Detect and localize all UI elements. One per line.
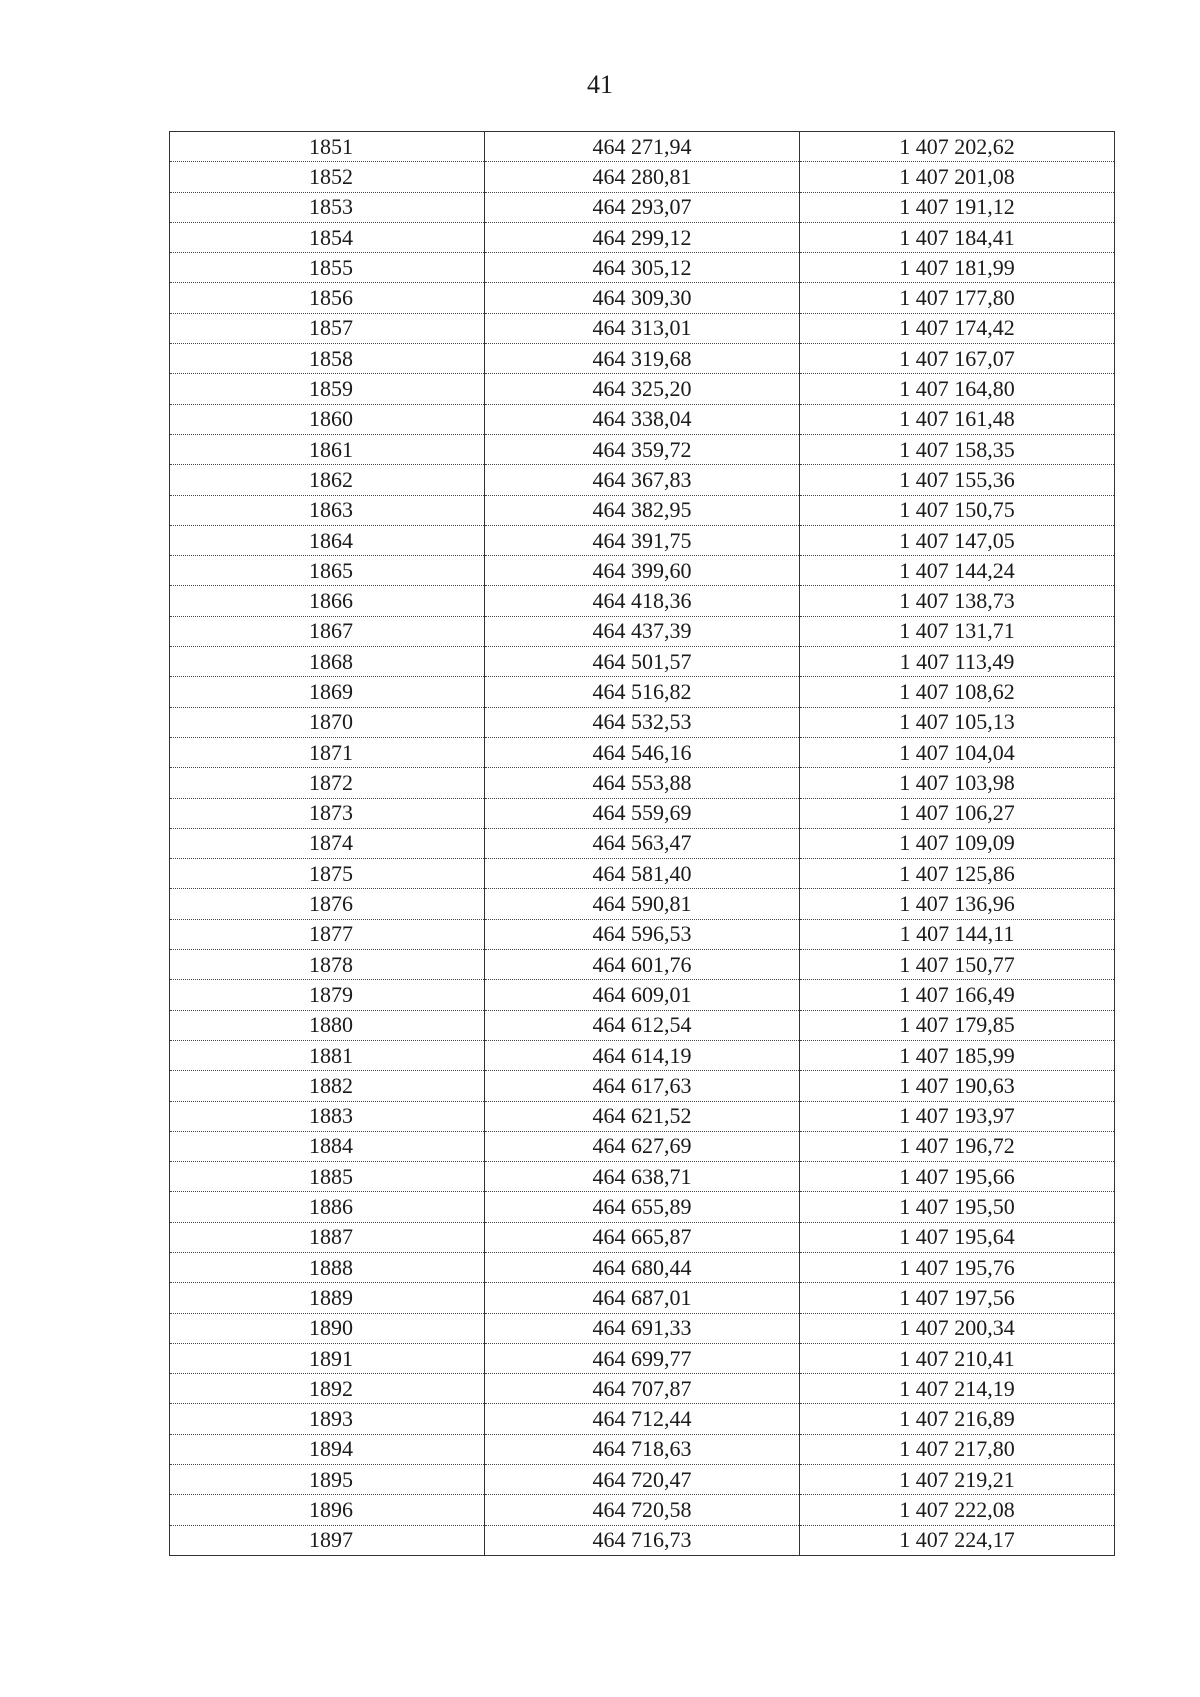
y-coordinate-cell: 1 407 197,56	[800, 1283, 1115, 1313]
table-row	[170, 1313, 1115, 1343]
table-row	[170, 374, 1115, 404]
y-coordinate-cell: 1 407 195,66	[800, 1162, 1115, 1192]
y-coordinate-cell: 1 407 113,49	[800, 647, 1115, 677]
table-row	[170, 222, 1115, 252]
y-coordinate-cell: 1 407 195,76	[800, 1252, 1115, 1282]
point-number-cell: 1866	[170, 586, 485, 616]
x-coordinate-cell: 464 627,69	[485, 1131, 800, 1161]
x-coordinate-cell: 464 359,72	[485, 434, 800, 464]
x-coordinate-cell: 464 532,53	[485, 707, 800, 737]
x-coordinate-cell: 464 338,04	[485, 404, 800, 434]
x-coordinate-cell: 464 612,54	[485, 1010, 800, 1040]
table-row	[170, 586, 1115, 616]
table-row	[170, 1525, 1115, 1555]
x-coordinate-cell: 464 418,36	[485, 586, 800, 616]
point-number-cell: 1897	[170, 1525, 485, 1555]
x-coordinate-cell: 464 655,89	[485, 1192, 800, 1222]
x-coordinate-cell: 464 614,19	[485, 1040, 800, 1070]
x-coordinate-cell: 464 687,01	[485, 1283, 800, 1313]
y-coordinate-cell: 1 407 109,09	[800, 828, 1115, 858]
x-coordinate-cell: 464 437,39	[485, 616, 800, 646]
point-number-cell: 1878	[170, 950, 485, 980]
y-coordinate-cell: 1 407 190,63	[800, 1071, 1115, 1101]
point-number-cell: 1879	[170, 980, 485, 1010]
y-coordinate-cell: 1 407 201,08	[800, 162, 1115, 192]
point-number-cell: 1875	[170, 859, 485, 889]
point-number-cell: 1859	[170, 374, 485, 404]
table-row	[170, 616, 1115, 646]
point-number-cell: 1884	[170, 1131, 485, 1161]
table-row	[170, 980, 1115, 1010]
x-coordinate-cell: 464 707,87	[485, 1374, 800, 1404]
x-coordinate-cell: 464 325,20	[485, 374, 800, 404]
point-number-cell: 1867	[170, 616, 485, 646]
y-coordinate-cell: 1 407 181,99	[800, 253, 1115, 283]
y-coordinate-cell: 1 407 106,27	[800, 798, 1115, 828]
point-number-cell: 1868	[170, 647, 485, 677]
table-row	[170, 434, 1115, 464]
x-coordinate-cell: 464 293,07	[485, 192, 800, 222]
x-coordinate-cell: 464 382,95	[485, 495, 800, 525]
table-row	[170, 1192, 1115, 1222]
x-coordinate-cell: 464 691,33	[485, 1313, 800, 1343]
x-coordinate-cell: 464 590,81	[485, 889, 800, 919]
table-row	[170, 1131, 1115, 1161]
point-number-cell: 1854	[170, 222, 485, 252]
point-number-cell: 1882	[170, 1071, 485, 1101]
y-coordinate-cell: 1 407 147,05	[800, 525, 1115, 555]
y-coordinate-cell: 1 407 216,89	[800, 1404, 1115, 1434]
x-coordinate-cell: 464 581,40	[485, 859, 800, 889]
point-number-cell: 1864	[170, 525, 485, 555]
table-row	[170, 253, 1115, 283]
table-row	[170, 889, 1115, 919]
y-coordinate-cell: 1 407 210,41	[800, 1343, 1115, 1373]
y-coordinate-cell: 1 407 224,17	[800, 1525, 1115, 1555]
x-coordinate-cell: 464 718,63	[485, 1434, 800, 1464]
point-number-cell: 1851	[170, 132, 485, 162]
point-number-cell: 1890	[170, 1313, 485, 1343]
y-coordinate-cell: 1 407 219,21	[800, 1465, 1115, 1495]
point-number-cell: 1858	[170, 344, 485, 374]
point-number-cell: 1861	[170, 434, 485, 464]
x-coordinate-cell: 464 699,77	[485, 1343, 800, 1373]
y-coordinate-cell: 1 407 104,04	[800, 737, 1115, 767]
point-number-cell: 1874	[170, 828, 485, 858]
point-number-cell: 1855	[170, 253, 485, 283]
y-coordinate-cell: 1 407 150,77	[800, 950, 1115, 980]
y-coordinate-cell: 1 407 217,80	[800, 1434, 1115, 1464]
point-number-cell: 1852	[170, 162, 485, 192]
x-coordinate-cell: 464 680,44	[485, 1252, 800, 1282]
table-row	[170, 192, 1115, 222]
point-number-cell: 1876	[170, 889, 485, 919]
table-row	[170, 798, 1115, 828]
point-number-cell: 1888	[170, 1252, 485, 1282]
y-coordinate-cell: 1 407 103,98	[800, 768, 1115, 798]
y-coordinate-cell: 1 407 222,08	[800, 1495, 1115, 1525]
y-coordinate-cell: 1 407 195,64	[800, 1222, 1115, 1252]
table-row	[170, 162, 1115, 192]
table-row	[170, 1495, 1115, 1525]
y-coordinate-cell: 1 407 185,99	[800, 1040, 1115, 1070]
y-coordinate-cell: 1 407 174,42	[800, 313, 1115, 343]
point-number-cell: 1880	[170, 1010, 485, 1040]
table-row	[170, 1040, 1115, 1070]
x-coordinate-cell: 464 399,60	[485, 556, 800, 586]
table-row	[170, 1374, 1115, 1404]
x-coordinate-cell: 464 716,73	[485, 1525, 800, 1555]
table-row	[170, 707, 1115, 737]
point-number-cell: 1853	[170, 192, 485, 222]
coordinates-table-body	[170, 132, 1115, 1556]
point-number-cell: 1869	[170, 677, 485, 707]
y-coordinate-cell: 1 407 184,41	[800, 222, 1115, 252]
y-coordinate-cell: 1 407 161,48	[800, 404, 1115, 434]
x-coordinate-cell: 464 271,94	[485, 132, 800, 162]
x-coordinate-cell: 464 609,01	[485, 980, 800, 1010]
x-coordinate-cell: 464 638,71	[485, 1162, 800, 1192]
point-number-cell: 1886	[170, 1192, 485, 1222]
y-coordinate-cell: 1 407 214,19	[800, 1374, 1115, 1404]
table-row	[170, 404, 1115, 434]
table-row	[170, 313, 1115, 343]
x-coordinate-cell: 464 367,83	[485, 465, 800, 495]
point-number-cell: 1885	[170, 1162, 485, 1192]
y-coordinate-cell: 1 407 202,62	[800, 132, 1115, 162]
y-coordinate-cell: 1 407 125,86	[800, 859, 1115, 889]
table-row	[170, 1283, 1115, 1313]
point-number-cell: 1893	[170, 1404, 485, 1434]
x-coordinate-cell: 464 720,47	[485, 1465, 800, 1495]
point-number-cell: 1860	[170, 404, 485, 434]
table-row	[170, 950, 1115, 980]
point-number-cell: 1857	[170, 313, 485, 343]
table-row	[170, 1465, 1115, 1495]
x-coordinate-cell: 464 596,53	[485, 919, 800, 949]
x-coordinate-cell: 464 617,63	[485, 1071, 800, 1101]
point-number-cell: 1872	[170, 768, 485, 798]
table-row	[170, 1071, 1115, 1101]
y-coordinate-cell: 1 407 179,85	[800, 1010, 1115, 1040]
table-row	[170, 1252, 1115, 1282]
x-coordinate-cell: 464 280,81	[485, 162, 800, 192]
point-number-cell: 1891	[170, 1343, 485, 1373]
table-row	[170, 495, 1115, 525]
coordinates-table	[169, 131, 1115, 1556]
y-coordinate-cell: 1 407 166,49	[800, 980, 1115, 1010]
point-number-cell: 1887	[170, 1222, 485, 1252]
x-coordinate-cell: 464 665,87	[485, 1222, 800, 1252]
point-number-cell: 1862	[170, 465, 485, 495]
y-coordinate-cell: 1 407 131,71	[800, 616, 1115, 646]
y-coordinate-cell: 1 407 155,36	[800, 465, 1115, 495]
table-row	[170, 344, 1115, 374]
table-row	[170, 737, 1115, 767]
table-row	[170, 1162, 1115, 1192]
x-coordinate-cell: 464 553,88	[485, 768, 800, 798]
x-coordinate-cell: 464 313,01	[485, 313, 800, 343]
point-number-cell: 1863	[170, 495, 485, 525]
y-coordinate-cell: 1 407 105,13	[800, 707, 1115, 737]
page-number: 41	[587, 70, 613, 99]
table-row	[170, 768, 1115, 798]
point-number-cell: 1896	[170, 1495, 485, 1525]
x-coordinate-cell: 464 391,75	[485, 525, 800, 555]
x-coordinate-cell: 464 712,44	[485, 1404, 800, 1434]
y-coordinate-cell: 1 407 193,97	[800, 1101, 1115, 1131]
x-coordinate-cell: 464 601,76	[485, 950, 800, 980]
y-coordinate-cell: 1 407 136,96	[800, 889, 1115, 919]
y-coordinate-cell: 1 407 150,75	[800, 495, 1115, 525]
y-coordinate-cell: 1 407 200,34	[800, 1313, 1115, 1343]
table-row	[170, 283, 1115, 313]
y-coordinate-cell: 1 407 108,62	[800, 677, 1115, 707]
x-coordinate-cell: 464 559,69	[485, 798, 800, 828]
table-row	[170, 1343, 1115, 1373]
y-coordinate-cell: 1 407 191,12	[800, 192, 1115, 222]
point-number-cell: 1881	[170, 1040, 485, 1070]
table-row	[170, 647, 1115, 677]
table-row	[170, 919, 1115, 949]
table-row	[170, 1404, 1115, 1434]
point-number-cell: 1871	[170, 737, 485, 767]
y-coordinate-cell: 1 407 144,24	[800, 556, 1115, 586]
x-coordinate-cell: 464 563,47	[485, 828, 800, 858]
table-row	[170, 525, 1115, 555]
table-row	[170, 859, 1115, 889]
table-row	[170, 1222, 1115, 1252]
y-coordinate-cell: 1 407 158,35	[800, 434, 1115, 464]
table-row	[170, 677, 1115, 707]
y-coordinate-cell: 1 407 195,50	[800, 1192, 1115, 1222]
point-number-cell: 1856	[170, 283, 485, 313]
x-coordinate-cell: 464 319,68	[485, 344, 800, 374]
point-number-cell: 1870	[170, 707, 485, 737]
x-coordinate-cell: 464 501,57	[485, 647, 800, 677]
x-coordinate-cell: 464 621,52	[485, 1101, 800, 1131]
y-coordinate-cell: 1 407 164,80	[800, 374, 1115, 404]
point-number-cell: 1865	[170, 556, 485, 586]
x-coordinate-cell: 464 305,12	[485, 253, 800, 283]
point-number-cell: 1895	[170, 1465, 485, 1495]
x-coordinate-cell: 464 309,30	[485, 283, 800, 313]
point-number-cell: 1883	[170, 1101, 485, 1131]
table-row	[170, 1101, 1115, 1131]
table-row	[170, 556, 1115, 586]
x-coordinate-cell: 464 546,16	[485, 737, 800, 767]
point-number-cell: 1894	[170, 1434, 485, 1464]
y-coordinate-cell: 1 407 138,73	[800, 586, 1115, 616]
table-row	[170, 828, 1115, 858]
y-coordinate-cell: 1 407 144,11	[800, 919, 1115, 949]
point-number-cell: 1877	[170, 919, 485, 949]
table-row	[170, 1010, 1115, 1040]
point-number-cell: 1873	[170, 798, 485, 828]
table-row	[170, 132, 1115, 162]
x-coordinate-cell: 464 516,82	[485, 677, 800, 707]
table-row	[170, 465, 1115, 495]
x-coordinate-cell: 464 299,12	[485, 222, 800, 252]
y-coordinate-cell: 1 407 167,07	[800, 344, 1115, 374]
x-coordinate-cell: 464 720,58	[485, 1495, 800, 1525]
y-coordinate-cell: 1 407 177,80	[800, 283, 1115, 313]
point-number-cell: 1889	[170, 1283, 485, 1313]
y-coordinate-cell: 1 407 196,72	[800, 1131, 1115, 1161]
point-number-cell: 1892	[170, 1374, 485, 1404]
table-row	[170, 1434, 1115, 1464]
